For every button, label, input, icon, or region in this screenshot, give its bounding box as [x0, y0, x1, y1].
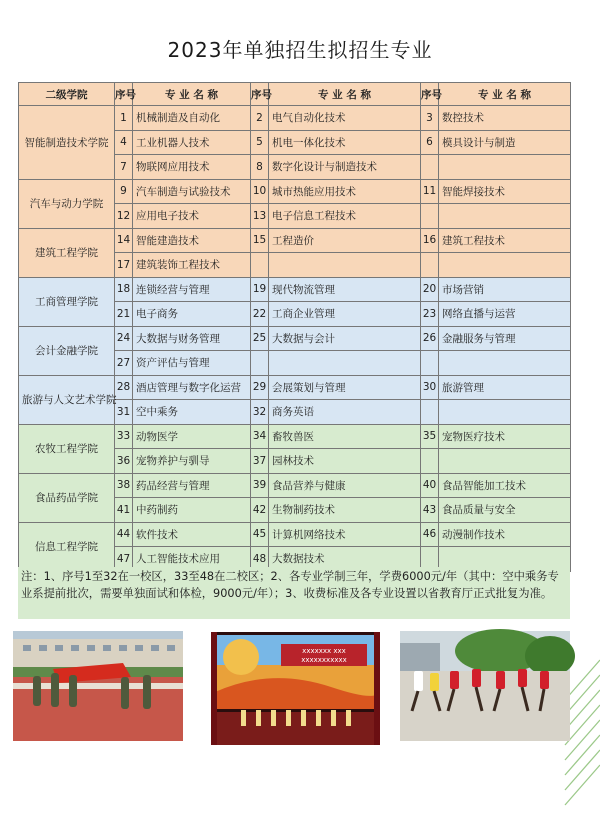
major-name-cell: 建筑装饰工程技术	[133, 253, 251, 278]
major-number-cell: 48	[251, 547, 269, 572]
header-no-3: 序号	[421, 83, 439, 106]
major-number-cell: 43	[421, 498, 439, 523]
major-name-cell: 模具设计与制造	[439, 130, 571, 155]
major-number-cell: 27	[115, 351, 133, 376]
major-name-cell: 电气自动化技术	[269, 106, 421, 131]
major-name-cell: 人工智能技术应用	[133, 547, 251, 572]
major-number-cell: 11	[421, 179, 439, 204]
banner-line-2: xxxxxxxxxxx	[301, 656, 347, 664]
major-name-cell: 大数据与财务管理	[133, 326, 251, 351]
header-major-1: 专 业 名 称	[133, 83, 251, 106]
school-name-cell: 会计金融学院	[19, 326, 115, 375]
major-name-cell	[439, 155, 571, 180]
major-name-cell: 工程造价	[269, 228, 421, 253]
table-row	[19, 522, 571, 547]
major-name-cell	[439, 400, 571, 425]
major-number-cell: 15	[251, 228, 269, 253]
major-number-cell	[421, 204, 439, 229]
major-name-cell: 软件技术	[133, 522, 251, 547]
table-row	[19, 228, 571, 253]
major-name-cell: 动物医学	[133, 424, 251, 449]
major-number-cell	[421, 351, 439, 376]
major-number-cell: 6	[421, 130, 439, 155]
school-name-cell: 旅游与人文艺术学院	[19, 375, 115, 424]
major-name-cell: 电子信息工程技术	[269, 204, 421, 229]
major-number-cell: 17	[115, 253, 133, 278]
school-name-cell: 信息工程学院	[19, 522, 115, 571]
major-name-cell: 应用电子技术	[133, 204, 251, 229]
major-number-cell: 41	[115, 498, 133, 523]
header-major-3: 专 业 名 称	[439, 83, 571, 106]
major-number-cell	[421, 155, 439, 180]
major-number-cell: 23	[421, 302, 439, 327]
major-number-cell: 29	[251, 375, 269, 400]
major-number-cell: 24	[115, 326, 133, 351]
major-number-cell: 47	[115, 547, 133, 572]
school-name-cell: 智能制造技术学院	[19, 106, 115, 180]
major-number-cell	[251, 253, 269, 278]
table-row	[19, 179, 571, 204]
header-no-1: 序号	[115, 83, 133, 106]
major-name-cell: 畜牧兽医	[269, 424, 421, 449]
school-name-cell: 食品药品学院	[19, 473, 115, 522]
major-name-cell: 酒店管理与数字化运营	[133, 375, 251, 400]
major-name-cell: 旅游管理	[439, 375, 571, 400]
major-number-cell: 39	[251, 473, 269, 498]
major-name-cell	[269, 351, 421, 376]
school-name-cell: 汽车与动力学院	[19, 179, 115, 228]
major-name-cell: 计算机网络技术	[269, 522, 421, 547]
major-number-cell	[421, 449, 439, 474]
major-number-cell: 40	[421, 473, 439, 498]
major-name-cell: 食品质量与安全	[439, 498, 571, 523]
table-header-row	[19, 83, 571, 106]
major-name-cell: 工业机器人技术	[133, 130, 251, 155]
major-name-cell: 智能建造技术	[133, 228, 251, 253]
major-number-cell: 32	[251, 400, 269, 425]
page-title: 2023年单独招生拟招生专业	[167, 38, 433, 62]
major-number-cell: 45	[251, 522, 269, 547]
major-name-cell: 工商企业管理	[269, 302, 421, 327]
major-number-cell: 25	[251, 326, 269, 351]
major-name-cell: 会展策划与管理	[269, 375, 421, 400]
major-name-cell: 数字化设计与制造技术	[269, 155, 421, 180]
school-name-cell: 工商管理学院	[19, 277, 115, 326]
major-number-cell: 16	[421, 228, 439, 253]
major-number-cell	[421, 400, 439, 425]
major-number-cell: 5	[251, 130, 269, 155]
major-name-cell: 机电一体化技术	[269, 130, 421, 155]
major-number-cell	[421, 253, 439, 278]
major-name-cell: 商务英语	[269, 400, 421, 425]
major-name-cell: 药品经营与管理	[133, 473, 251, 498]
major-number-cell: 37	[251, 449, 269, 474]
major-name-cell	[269, 253, 421, 278]
track-race-photo	[400, 631, 570, 741]
school-name-cell: 农牧工程学院	[19, 424, 115, 473]
major-number-cell: 26	[421, 326, 439, 351]
major-name-cell: 机械制造及自动化	[133, 106, 251, 131]
major-name-cell: 现代物流管理	[269, 277, 421, 302]
major-number-cell: 31	[115, 400, 133, 425]
majors-table	[18, 82, 571, 572]
major-name-cell: 网络直播与运营	[439, 302, 571, 327]
major-name-cell	[439, 253, 571, 278]
major-number-cell: 9	[115, 179, 133, 204]
major-number-cell: 42	[251, 498, 269, 523]
major-name-cell: 市场营销	[439, 277, 571, 302]
major-number-cell: 46	[421, 522, 439, 547]
major-name-cell: 汽车制造与试验技术	[133, 179, 251, 204]
table-body	[19, 106, 571, 572]
major-name-cell: 大数据技术	[269, 547, 421, 572]
major-name-cell	[439, 204, 571, 229]
table-row	[19, 326, 571, 351]
table-row	[19, 473, 571, 498]
table-row	[19, 106, 571, 131]
major-name-cell: 食品营养与健康	[269, 473, 421, 498]
major-number-cell: 12	[115, 204, 133, 229]
header-no-2: 序号	[251, 83, 269, 106]
military-parade-photo	[13, 631, 183, 741]
major-number-cell: 28	[115, 375, 133, 400]
stage-performance-photo	[211, 632, 380, 745]
table-row	[19, 375, 571, 400]
major-name-cell: 智能焊接技术	[439, 179, 571, 204]
major-number-cell: 20	[421, 277, 439, 302]
major-number-cell: 30	[421, 375, 439, 400]
major-name-cell: 物联网应用技术	[133, 155, 251, 180]
major-name-cell: 电子商务	[133, 302, 251, 327]
major-name-cell: 园林技术	[269, 449, 421, 474]
major-name-cell	[439, 351, 571, 376]
header-school: 二级学院	[19, 83, 115, 106]
major-name-cell: 食品智能加工技术	[439, 473, 571, 498]
major-number-cell: 1	[115, 106, 133, 131]
major-number-cell: 10	[251, 179, 269, 204]
major-name-cell: 资产评估与管理	[133, 351, 251, 376]
footnote: 注：1、序号1至32在一校区，33至48在二校区；2、各专业学制三年，学费6000元/年（其中：空中乘务专业系提前批次，需要单独面试和体检，9000元/年）；3、收费标准及各专业设置以省教育厅正式批复为准。	[18, 567, 570, 619]
major-number-cell: 18	[115, 277, 133, 302]
major-name-cell: 数控技术	[439, 106, 571, 131]
major-number-cell: 44	[115, 522, 133, 547]
major-number-cell: 4	[115, 130, 133, 155]
major-number-cell: 2	[251, 106, 269, 131]
major-name-cell: 金融服务与管理	[439, 326, 571, 351]
major-number-cell: 3	[421, 106, 439, 131]
major-name-cell: 宠物医疗技术	[439, 424, 571, 449]
major-name-cell: 城市热能应用技术	[269, 179, 421, 204]
major-number-cell	[251, 351, 269, 376]
major-name-cell	[439, 449, 571, 474]
major-number-cell: 38	[115, 473, 133, 498]
major-number-cell: 8	[251, 155, 269, 180]
table-row	[19, 424, 571, 449]
major-number-cell: 19	[251, 277, 269, 302]
school-name-cell: 建筑工程学院	[19, 228, 115, 277]
major-name-cell: 宠物养护与驯导	[133, 449, 251, 474]
major-number-cell: 35	[421, 424, 439, 449]
major-name-cell: 空中乘务	[133, 400, 251, 425]
header-major-2: 专 业 名 称	[269, 83, 421, 106]
major-number-cell: 13	[251, 204, 269, 229]
major-name-cell: 连锁经营与管理	[133, 277, 251, 302]
major-number-cell: 14	[115, 228, 133, 253]
major-name-cell: 动漫制作技术	[439, 522, 571, 547]
major-number-cell: 33	[115, 424, 133, 449]
major-number-cell: 21	[115, 302, 133, 327]
table-row	[19, 277, 571, 302]
major-name-cell: 建筑工程技术	[439, 228, 571, 253]
major-number-cell: 34	[251, 424, 269, 449]
major-number-cell: 36	[115, 449, 133, 474]
major-number-cell: 7	[115, 155, 133, 180]
banner-line-1: xxxxxxx xxx	[302, 647, 346, 655]
major-name-cell: 生物制药技术	[269, 498, 421, 523]
major-name-cell: 中药制药	[133, 498, 251, 523]
major-name-cell: 大数据与会计	[269, 326, 421, 351]
major-number-cell: 22	[251, 302, 269, 327]
